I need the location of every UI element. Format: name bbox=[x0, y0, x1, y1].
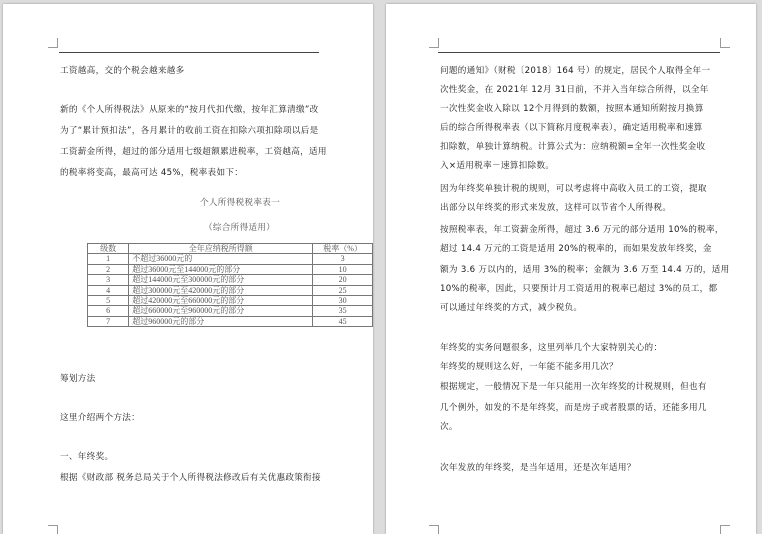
paragraph-line: 年终奖的规则这么好，一年能不能多用几次？ bbox=[440, 362, 618, 372]
table-row bbox=[88, 296, 373, 306]
paragraph-line: 问题的通知》（财税〔2018〕164 号）的规定，居民个人取得全年一 bbox=[440, 66, 711, 76]
table-cell-level: 4 bbox=[88, 285, 129, 295]
table-title: 个人所得税税率表一 bbox=[200, 198, 281, 208]
table-cell-rate: 30 bbox=[313, 296, 373, 306]
table-row bbox=[88, 285, 373, 295]
page-corner-mark bbox=[48, 38, 58, 48]
table-cell-level: 3 bbox=[88, 275, 129, 285]
header-rule bbox=[59, 52, 319, 53]
paragraph-line: 年终奖的实务问题很多，这里列举几个大家特别关心的： bbox=[440, 343, 663, 353]
page-corner-mark bbox=[720, 38, 730, 48]
table-cell-range: 超过960000元的部分 bbox=[129, 316, 313, 326]
page-corner-mark bbox=[429, 525, 439, 534]
document-page-right bbox=[386, 4, 756, 534]
table-row bbox=[88, 254, 373, 264]
paragraph-line: 次年发放的年终奖，是当年适用，还是次年适用？ bbox=[440, 463, 636, 473]
table-cell-range: 超过36000元至144000元的部分 bbox=[129, 264, 313, 274]
paragraph-line: 这里介绍两个方法： bbox=[60, 413, 141, 423]
paragraph-line: 出部分以年终奖的形式来发放，这样可以节省个人所得税。 bbox=[440, 203, 672, 213]
header-rule bbox=[438, 52, 720, 53]
table-header-row bbox=[88, 244, 373, 254]
paragraph-line: 因为年终奖单独计税的规则，可以考虑将中高收入员工的工资，提取 bbox=[440, 184, 707, 194]
table-header-cell: 全年应纳税所得额 bbox=[129, 244, 313, 254]
paragraph-line: 为了“累计预扣法”，各月累计的收前工资在扣除六项扣除项以后是 bbox=[60, 126, 319, 136]
article-title: 工资越高，交的个税会越来越多 bbox=[60, 66, 185, 76]
table-row bbox=[88, 316, 373, 326]
tax-rate-table bbox=[87, 243, 373, 327]
table-cell-range: 超过420000元至660000元的部分 bbox=[129, 296, 313, 306]
table-row bbox=[88, 275, 373, 285]
paragraph-line: 可以通过年终奖的方式，减少税负。 bbox=[440, 303, 583, 313]
table-cell-range: 不超过36000元的 bbox=[129, 254, 313, 264]
page-corner-mark bbox=[48, 525, 58, 534]
paragraph-line: 根据《财政部 税务总局关于个人所得税法修改后有关优惠政策衔接 bbox=[60, 473, 321, 483]
table-cell-rate: 45 bbox=[313, 316, 373, 326]
table-cell-level: 1 bbox=[88, 254, 129, 264]
paragraph-line: 次。 bbox=[440, 422, 458, 432]
table-cell-range: 超过660000元至960000元的部分 bbox=[129, 306, 313, 316]
table-cell-level: 2 bbox=[88, 264, 129, 274]
page-corner-mark bbox=[720, 525, 730, 534]
document-page-left bbox=[3, 4, 373, 534]
paragraph-line: 次性奖金，在 2021年 12月 31日前，不并入当年综合所得，以全年 bbox=[440, 85, 709, 95]
paragraph-line: 几个例外，如发的不是年终奖，而是房子或者股票的话，还能多用几 bbox=[440, 403, 707, 413]
paragraph-line: 工资薪金所得，超过的部分适用七级超额累进税率，工资越高，适用 bbox=[60, 147, 327, 157]
paragraph-line: 额为 3.6 万以内的，适用 3%的税率；金额为 3.6 万至 14.4 万的，适用 bbox=[440, 265, 730, 275]
paragraph-line: 新的《个人所得税法》从原来的“按月代扣代缴，按年汇算清缴”改 bbox=[60, 105, 319, 115]
section-heading: 一、年终奖。 bbox=[60, 452, 114, 462]
table-cell-level: 7 bbox=[88, 316, 129, 326]
table-cell-rate: 25 bbox=[313, 285, 373, 295]
table-cell-range: 超过300000元至420000元的部分 bbox=[129, 285, 313, 295]
table-header-cell: 税率（%） bbox=[313, 244, 373, 254]
paragraph-line: 超过 14.4 万元的工资是适用 20%的税率的，而如果发放年终奖，金 bbox=[440, 244, 712, 254]
paragraph-line: 10%的税率，因此，只要预计月工资适用的税率已超过 3%的员工，都 bbox=[440, 284, 718, 294]
table-cell-rate: 20 bbox=[313, 275, 373, 285]
section-heading: 筹划方法 bbox=[60, 374, 96, 384]
paragraph-line: 入×适用税率－速算扣除数。 bbox=[440, 161, 555, 171]
table-cell-rate: 35 bbox=[313, 306, 373, 316]
paragraph-line: 根据规定，一般情况下是一年只能用一次年终奖的计税规则，但也有 bbox=[440, 382, 707, 392]
table-cell-level: 6 bbox=[88, 306, 129, 316]
paragraph-line: 的税率将变高，最高可达 45%，税率表如下： bbox=[60, 168, 244, 178]
table-cell-level: 5 bbox=[88, 296, 129, 306]
table-cell-rate: 3 bbox=[313, 254, 373, 264]
table-cell-range: 超过144000元至300000元的部分 bbox=[129, 275, 313, 285]
table-row bbox=[88, 306, 373, 316]
paragraph-line: 扣除数，单独计算纳税。计算公式为：应纳税额=全年一次性奖金收 bbox=[440, 142, 706, 152]
table-cell-rate: 10 bbox=[313, 264, 373, 274]
paragraph-line: 后的综合所得税率表（以下简称月度税率表），确定适用税率和速算 bbox=[440, 123, 703, 133]
table-row bbox=[88, 264, 373, 274]
page-corner-mark bbox=[429, 38, 439, 48]
table-header-cell: 级数 bbox=[88, 244, 129, 254]
table-subtitle: （综合所得适用） bbox=[204, 223, 276, 233]
paragraph-line: 一次性奖金收入除以 12个月得到的数额，按照本通知所附按月换算 bbox=[440, 104, 704, 114]
paragraph-line: 按照税率表，年工资薪金所得，超过 3.6 万元的部分适用 10%的税率， bbox=[440, 225, 724, 235]
